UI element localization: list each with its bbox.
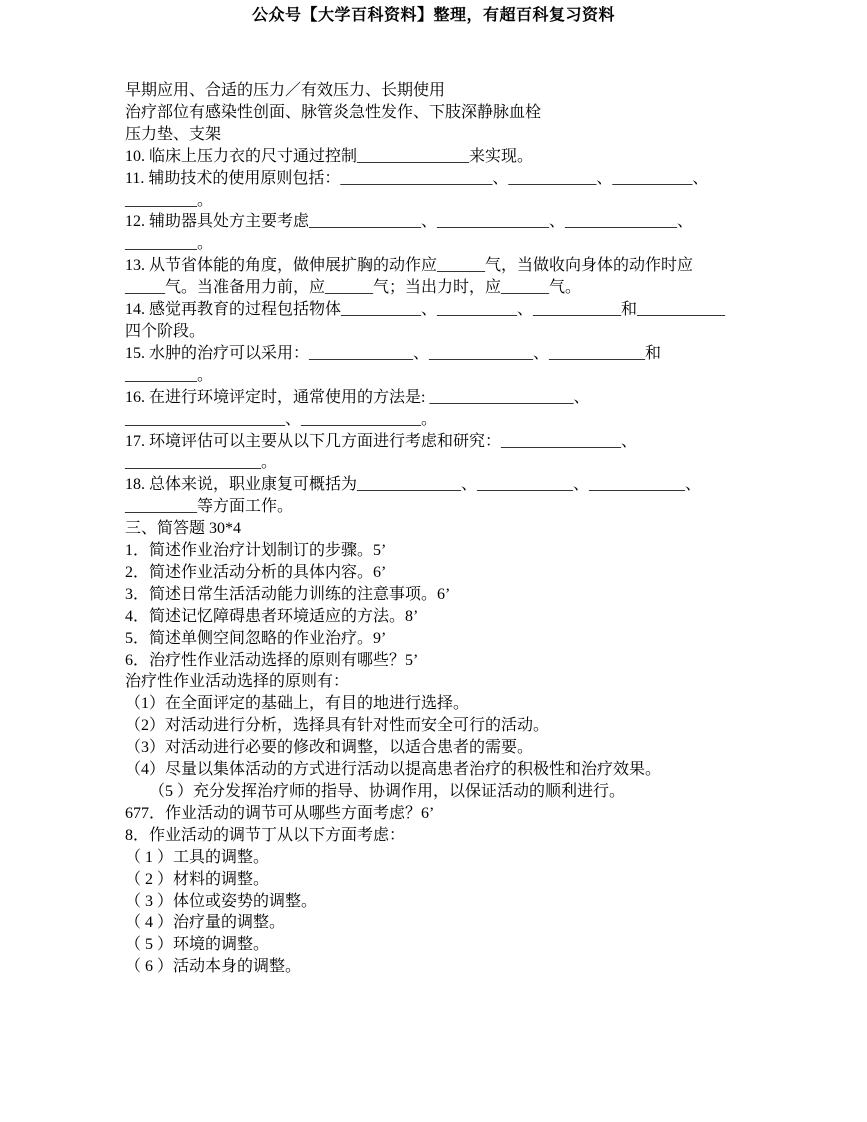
text-line: （ 3 ）体位或姿势的调整。 [125,892,318,910]
text-line: 3．简述日常生活活动能力训练的注意事项。6’ [125,585,451,603]
text-line: ____________________、_______________。 [125,410,438,428]
text-line: 8．作业活动的调节丁从以下方面考虑： [125,826,406,844]
text-line: （4）尽量以集体活动的方式进行活动以提高患者治疗的积极性和治疗效果。 [125,761,662,779]
text-line: （ 1 ）工具的调整。 [125,848,270,866]
text-line: 15. 水肿的治疗可以采用：_____________、_____________、____________和 [125,344,662,362]
text-line: （5 ）充分发挥治疗师的指导、协调作用，以保证活动的顺利进行。 [125,783,626,800]
text-line: 2．简述作业活动分析的具体内容。6’ [125,563,387,581]
text-line: 压力垫、支架 [125,125,222,143]
text-line: 1．简述作业治疗计划制订的步骤。5’ [125,542,387,560]
text-line: 16. 在进行环境评定时，通常使用的方法是: __________________、 [125,388,590,406]
text-line: _________等方面工作。 [125,498,294,516]
text-line: 早期应用、合适的压力／有效压力、长期使用 [125,82,446,99]
text-line: 14. 感觉再教育的过程包括物体__________、__________、___________和___________ [125,301,726,319]
text-line: （ 2 ）材料的调整。 [125,870,270,888]
text-line: （ 6 ）活动本身的调整。 [125,958,302,976]
text-line: _________________。 [125,454,278,472]
text-line: （3）对活动进行必要的修改和调整，以适合患者的需要。 [125,739,534,757]
text-line: （2）对活动进行分析，选择具有针对性而安全可行的活动。 [125,717,550,735]
text-line: 治疗性作业活动选择的原则有： [125,673,350,691]
text-line: 18. 总体来说，职业康复可概括为_____________、____________、____________、 [125,476,702,494]
text-line: _________。 [125,366,214,384]
page-header-title: 公众号【大学百科资料】整理，有超百科复习资料 [251,7,615,24]
text-line: _____气。当准备用力前，应______气；当出力时，应______气。 [125,279,582,297]
text-line: 11. 辅助技术的使用原则包括：___________________、___________、__________、 [125,169,709,187]
text-line: 6．治疗性作业活动选择的原则有哪些？5’ [125,651,419,669]
text-line: 治疗部位有感染性创面、脉管炎急性发作、下肢深静脉血栓 [125,103,542,121]
text-line: 四个阶段。 [125,322,206,340]
text-line: 10. 临床上压力衣的尺寸通过控制______________来实现。 [125,147,534,165]
text-line: _________。 [125,235,214,253]
text-line: 12. 辅助器具处方主要考虑______________、______________、______________、 [125,213,694,231]
text-line: （ 5 ）环境的调整。 [125,936,270,954]
text-line: 5．简述单侧空间忽略的作业治疗。9’ [125,629,387,647]
text-line: 13. 从节省体能的角度，做伸展扩胸的动作应______气，当做收向身体的动作时应 [125,257,694,275]
text-line: 三、简答题 30*4 [125,520,242,538]
text-line: 677．作业活动的调节可从哪些方面考虑？6’ [125,804,435,822]
text-line: 4．简述记忆障碍患者环境适应的方法。8’ [125,607,419,625]
document-body [125,80,750,978]
text-line: 17. 环境评估可以主要从以下几方面进行考虑和研究：_______________、 [125,432,638,450]
text-line: （1）在全面评定的基础上，有目的地进行选择。 [125,695,470,713]
text-line: _________。 [125,191,214,209]
text-line: （ 4 ）治疗量的调整。 [125,914,286,932]
